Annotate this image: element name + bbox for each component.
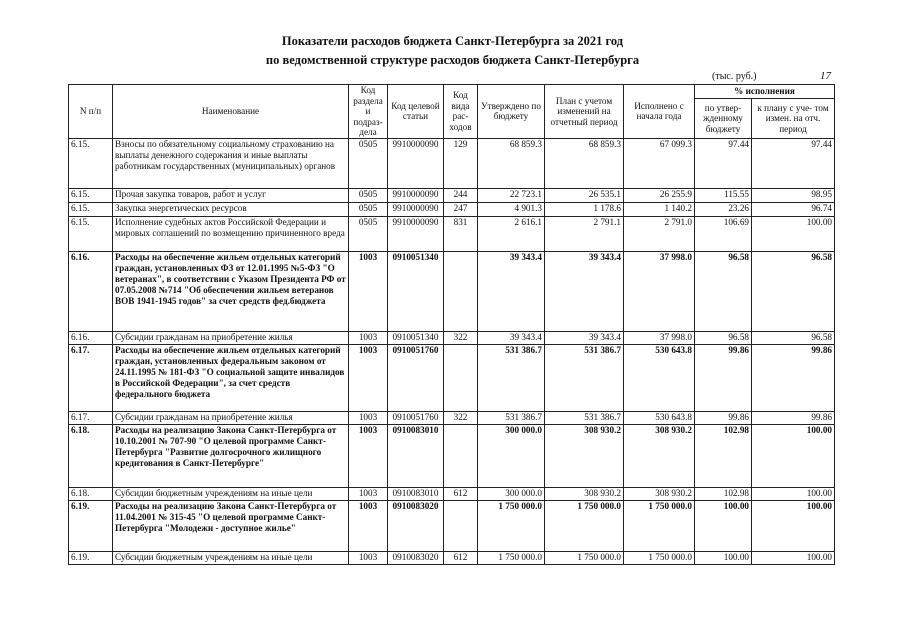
row-plan-cell: 531 386.7 [545, 411, 624, 424]
col-header-name: Наименование [113, 85, 349, 139]
row-kind-code-cell [444, 251, 478, 331]
row-pct-plan-cell: 100.00 [752, 487, 835, 500]
row-kind-code-cell: 247 [444, 202, 478, 216]
row-section-code-cell: 0505 [349, 202, 388, 216]
row-num-cell: 6.19. [69, 551, 113, 564]
row-approved-cell: 1 750 000.0 [478, 500, 545, 551]
row-target-code-cell: 9910000090 [388, 216, 444, 251]
table-row [69, 216, 835, 251]
row-approved-cell: 300 000.0 [478, 424, 545, 487]
row-kind-code-cell: 244 [444, 188, 478, 202]
col-header-plan: План с учетом изменений на отчетный период [545, 85, 624, 139]
row-approved-cell: 1 750 000.0 [478, 551, 545, 564]
table-row [69, 500, 835, 551]
row-kind-code-cell [444, 424, 478, 487]
row-target-code-cell: 0910051340 [388, 331, 444, 344]
row-section-code-cell: 1003 [349, 424, 388, 487]
row-name-cell: Взносы по обязательному социальному страхованию на выплаты денежного содержания и иные выплаты работникам государственных (муниципальных) органов [113, 138, 349, 188]
row-approved-cell: 68 859.3 [478, 138, 545, 188]
row-kind-code-cell [444, 500, 478, 551]
row-pct-plan-cell: 100.00 [752, 500, 835, 551]
row-num-cell: 6.16. [69, 331, 113, 344]
row-plan-cell: 68 859.3 [545, 138, 624, 188]
row-plan-cell: 308 930.2 [545, 424, 624, 487]
row-num-cell: 6.18. [69, 487, 113, 500]
report-title-line1: Показатели расходов бюджета Санкт-Петербурга за 2021 год [281, 34, 624, 48]
table-row [69, 188, 835, 202]
row-num-cell: 6.15. [69, 202, 113, 216]
row-executed-cell: 26 255.9 [624, 188, 695, 202]
row-pct-approved-cell: 102.98 [695, 424, 752, 487]
table-row [69, 487, 835, 500]
row-num-cell: 6.18. [69, 424, 113, 487]
row-name-cell: Расходы на реализацию Закона Санкт-Петербурга от 10.10.2001 № 707-90 "О целевой программе Санкт-Петербурга "Развитие долгосрочного жилищного кредитования в Санкт-Петербурге" [113, 424, 349, 487]
row-executed-cell: 1 140.2 [624, 202, 695, 216]
row-num-cell: 6.15. [69, 188, 113, 202]
row-num-cell: 6.15. [69, 216, 113, 251]
row-plan-cell: 26 535.1 [545, 188, 624, 202]
row-name-cell: Закупка энергетических ресурсов [113, 202, 349, 216]
row-pct-approved-cell: 115.55 [695, 188, 752, 202]
row-pct-plan-cell: 99.86 [752, 411, 835, 424]
row-executed-cell: 308 930.2 [624, 487, 695, 500]
row-section-code-cell: 1003 [349, 551, 388, 564]
row-section-code-cell: 0505 [349, 188, 388, 202]
row-approved-cell: 22 723.1 [478, 188, 545, 202]
row-num-cell: 6.15. [69, 138, 113, 188]
col-header-section: Код раздела и подраз- дела [349, 85, 388, 139]
row-pct-approved-cell: 100.00 [695, 551, 752, 564]
row-section-code-cell: 1003 [349, 331, 388, 344]
row-approved-cell: 39 343.4 [478, 331, 545, 344]
row-kind-code-cell [444, 344, 478, 411]
row-approved-cell: 531 386.7 [478, 344, 545, 411]
row-executed-cell: 308 930.2 [624, 424, 695, 487]
row-target-code-cell: 0910083010 [388, 487, 444, 500]
row-pct-plan-cell: 100.00 [752, 216, 835, 251]
row-kind-code-cell: 322 [444, 411, 478, 424]
row-pct-approved-cell: 106.69 [695, 216, 752, 251]
row-target-code-cell: 0910051760 [388, 411, 444, 424]
row-approved-cell: 4 901.3 [478, 202, 545, 216]
row-num-cell: 6.17. [69, 344, 113, 411]
row-executed-cell: 530 643.8 [624, 344, 695, 411]
table-row [69, 202, 835, 216]
row-kind-code-cell: 322 [444, 331, 478, 344]
table-row [69, 551, 835, 564]
row-target-code-cell: 0910083010 [388, 424, 444, 487]
row-name-cell: Расходы на обеспечение жильем отдельных категорий граждан, установленных федеральным законом от 24.11.1995 № 181-ФЗ "О социальной защите инвалидов в Российской Федерации", за счет средств федерального бюджета [113, 344, 349, 411]
row-pct-plan-cell: 100.00 [752, 551, 835, 564]
row-section-code-cell: 0505 [349, 138, 388, 188]
row-pct-approved-cell: 23.26 [695, 202, 752, 216]
row-plan-cell: 2 791.1 [545, 216, 624, 251]
row-pct-plan-cell: 96.58 [752, 251, 835, 331]
row-name-cell: Расходы на обеспечение жильем отдельных категорий граждан, установленных ФЗ от 12.01.1995 №5-ФЗ "О ветеранах", в соответствии с Указом Президента РФ от 07.05.2008 №714 "Об обеспечении жильем ветеранов ВОВ 1941-1945 годов" за счет средств фед.бюджета [113, 251, 349, 331]
row-approved-cell: 531 386.7 [478, 411, 545, 424]
row-executed-cell: 530 643.8 [624, 411, 695, 424]
row-pct-approved-cell: 96.58 [695, 251, 752, 331]
row-name-cell: Исполнение судебных актов Российской Федерации и мировых соглашений по возмещению причиненного вреда [113, 216, 349, 251]
table-row [69, 344, 835, 411]
row-target-code-cell: 0910083020 [388, 500, 444, 551]
row-executed-cell: 1 750 000.0 [624, 500, 695, 551]
row-num-cell: 6.17. [69, 411, 113, 424]
row-executed-cell: 1 750 000.0 [624, 551, 695, 564]
row-name-cell: Субсидии гражданам на приобретение жилья [113, 411, 349, 424]
row-plan-cell: 531 386.7 [545, 344, 624, 411]
row-pct-approved-cell: 102.98 [695, 487, 752, 500]
col-header-pct-plan: к плану с уче- том измен. на отч. период [752, 99, 835, 138]
row-target-code-cell: 0910083020 [388, 551, 444, 564]
page-number: 17 [820, 70, 831, 82]
table-row [69, 411, 835, 424]
col-header-percent-group: % исполнения [695, 85, 835, 99]
row-target-code-cell: 0910051760 [388, 344, 444, 411]
col-header-approved: Утверждено по бюджету [478, 85, 545, 139]
col-header-target: Код целевой статьи [388, 85, 444, 139]
row-num-cell: 6.19. [69, 500, 113, 551]
units-label: (тыс. руб.) [712, 71, 757, 82]
row-name-cell: Субсидии бюджетным учреждениям на иные цели [113, 487, 349, 500]
row-target-code-cell: 0910051340 [388, 251, 444, 331]
row-kind-code-cell: 831 [444, 216, 478, 251]
row-pct-approved-cell: 96.58 [695, 331, 752, 344]
row-section-code-cell: 1003 [349, 344, 388, 411]
col-header-num: N п/п [69, 85, 113, 139]
col-header-pct-approved: по утвер- жденному бюджету [695, 99, 752, 138]
row-executed-cell: 67 099.3 [624, 138, 695, 188]
row-kind-code-cell: 612 [444, 487, 478, 500]
row-name-cell: Субсидии гражданам на приобретение жилья [113, 331, 349, 344]
row-executed-cell: 2 791.0 [624, 216, 695, 251]
row-section-code-cell: 1003 [349, 487, 388, 500]
row-section-code-cell: 1003 [349, 500, 388, 551]
row-section-code-cell: 0505 [349, 216, 388, 251]
row-pct-approved-cell: 100.00 [695, 500, 752, 551]
row-executed-cell: 37 998.0 [624, 251, 695, 331]
row-target-code-cell: 9910000090 [388, 188, 444, 202]
row-plan-cell: 39 343.4 [545, 251, 624, 331]
row-pct-approved-cell: 99.86 [695, 344, 752, 411]
row-kind-code-cell: 129 [444, 138, 478, 188]
row-pct-plan-cell: 100.00 [752, 424, 835, 487]
row-approved-cell: 39 343.4 [478, 251, 545, 331]
row-approved-cell: 2 616.1 [478, 216, 545, 251]
row-approved-cell: 300 000.0 [478, 487, 545, 500]
report-title-line2: по ведомственной структуре расходов бюджета Санкт-Петербурга [265, 53, 640, 67]
row-target-code-cell: 9910000090 [388, 138, 444, 188]
row-plan-cell: 1 750 000.0 [545, 551, 624, 564]
row-name-cell: Субсидии бюджетным учреждениям на иные цели [113, 551, 349, 564]
row-plan-cell: 308 930.2 [545, 487, 624, 500]
row-kind-code-cell: 612 [444, 551, 478, 564]
table-row [69, 331, 835, 344]
row-name-cell: Расходы на реализацию Закона Санкт-Петербурга от 11.04.2001 № 315-45 "О целевой программе Санкт-Петербурга "Молодежи - доступное жилье" [113, 500, 349, 551]
row-name-cell: Прочая закупка товаров, работ и услуг [113, 188, 349, 202]
row-pct-plan-cell: 99.86 [752, 344, 835, 411]
row-pct-approved-cell: 99.86 [695, 411, 752, 424]
budget-table [68, 84, 835, 565]
row-pct-approved-cell: 97.44 [695, 138, 752, 188]
table-row [69, 424, 835, 487]
row-executed-cell: 37 998.0 [624, 331, 695, 344]
row-target-code-cell: 9910000090 [388, 202, 444, 216]
row-pct-plan-cell: 96.58 [752, 331, 835, 344]
row-plan-cell: 1 178.6 [545, 202, 624, 216]
row-pct-plan-cell: 96.74 [752, 202, 835, 216]
row-pct-plan-cell: 98.95 [752, 188, 835, 202]
table-row [69, 251, 835, 331]
table-row [69, 138, 835, 188]
row-pct-plan-cell: 97.44 [752, 138, 835, 188]
col-header-executed: Исполнено с начала года [624, 85, 695, 139]
row-plan-cell: 39 343.4 [545, 331, 624, 344]
col-header-kind: Код вида рас- ходов [444, 85, 478, 139]
row-plan-cell: 1 750 000.0 [545, 500, 624, 551]
row-section-code-cell: 1003 [349, 251, 388, 331]
row-section-code-cell: 1003 [349, 411, 388, 424]
row-num-cell: 6.16. [69, 251, 113, 331]
